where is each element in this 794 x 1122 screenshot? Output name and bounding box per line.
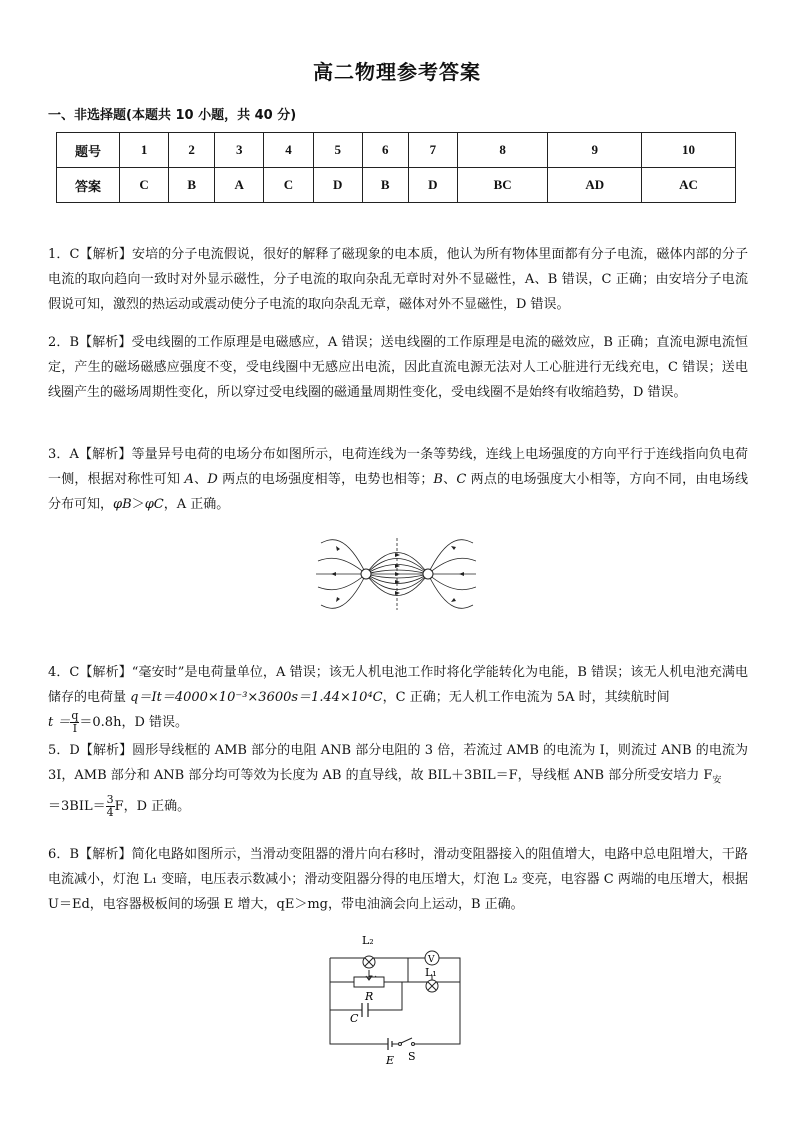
number-cell: 10 xyxy=(642,133,736,168)
greater-than: ＞ xyxy=(131,497,145,512)
q3-text: ，A 正确。 xyxy=(163,497,230,512)
electric-field-diagram xyxy=(316,533,476,615)
point-a: A xyxy=(184,472,194,487)
answer-cell: B xyxy=(169,168,215,203)
answer-cell: AD xyxy=(548,168,642,203)
number-cell: 7 xyxy=(408,133,457,168)
fraction-three-quarters xyxy=(106,794,115,819)
capacitor xyxy=(362,1003,368,1017)
label-c: C xyxy=(350,1012,359,1025)
label-l2: L₂ xyxy=(362,934,374,947)
fraction-denominator: 4 xyxy=(106,805,114,819)
section-heading: 一、非选择题(本题共 10 小题，共 40 分) xyxy=(48,108,297,123)
header-cell-answer: 答案 xyxy=(57,168,120,203)
battery xyxy=(388,1038,392,1050)
point-d: D xyxy=(207,472,218,487)
circuit-wires xyxy=(330,958,460,1044)
label-v: V xyxy=(428,955,435,965)
page-title: 高二物理参考答案 xyxy=(313,60,481,84)
switch-contact xyxy=(412,1043,415,1046)
fraction-numerator: 3 xyxy=(106,792,114,806)
number-cell: 6 xyxy=(362,133,408,168)
negative-charge xyxy=(423,569,433,579)
q3-text: 、 xyxy=(193,472,208,487)
time-value: ＝0.8h xyxy=(79,715,122,730)
positive-charge xyxy=(361,569,371,579)
answer-cell: C xyxy=(264,168,313,203)
q3-explanation xyxy=(48,442,748,517)
number-cell: 2 xyxy=(169,133,215,168)
q2-explanation: 2．B【解析】受电线圈的工作原理是电磁感应，A 错误；送电线圈的工作原理是电流的磁效应，B 正确；直流电源电流恒定，产生的磁场磁感应强度不变，受电线圈中无感应出电流，因此直流电源无法对人工心脏进行无线充电，C 错误；送电线圈产生的磁场周期性变化，所以穿过受电线圈的磁通量周期性变化，受电线圈不是始终有收缩趋势，D 错误。 xyxy=(48,335,748,400)
q4-text: ，D 错误。 xyxy=(121,715,189,730)
label-e: E xyxy=(386,1054,395,1067)
phi-b: φB xyxy=(113,497,132,512)
number-cell: 1 xyxy=(120,133,169,168)
number-cell: 5 xyxy=(313,133,362,168)
q4-text: ，C 正确；无人机工作电流为 5A 时，其续航时间 xyxy=(382,690,670,705)
answer-cell: AC xyxy=(642,168,736,203)
header-cell-number: 题号 xyxy=(57,133,120,168)
circuit-diagram xyxy=(322,930,467,1070)
q5-text: 5．D【解析】圆形导线框的 AMB 部分的电阻 ANB 部分电阻的 3 倍，若流过 AMB 的电流为 I，则流过 ANB 的电流为 3I，AMB 部分和 ANB 部分均可等效为长度为 AB 的直导线，故 BIL＋3BIL＝F，导线框 ANB 部分所受安培力 F xyxy=(48,743,748,783)
q6-explanation: 6．B【解析】简化电路如图所示，当滑动变阻器的滑片向右移时，滑动变阻器接入的阻值增大，电路中总电阻增大，干路电流减小，灯泡 L₁ 变暗，电压表示数减小；滑动变阻器分得的电压增大，灯泡 L₂ 变亮，电容器 C 两端的电压增大，根据 U＝Ed，电容器极板间的场强 E 增大，qE＞mg，带电油滴会向上运动，B 正确。 xyxy=(48,847,748,912)
label-r: R xyxy=(365,990,374,1003)
table-row-answers xyxy=(57,168,736,203)
answer-cell: D xyxy=(313,168,362,203)
q3-text: 、 xyxy=(442,472,457,487)
q5-explanation xyxy=(48,738,748,819)
switch-blade xyxy=(401,1038,412,1043)
answer-cell: B xyxy=(362,168,408,203)
q3-text: 3．A【解析】等量异号电荷的电场分布如图所示，电荷连线为一条等势线，连线上电场强度的方向平行于连线指向负电荷一侧，根据对称性可知 xyxy=(48,447,748,487)
answer-cell: D xyxy=(408,168,457,203)
time-eq: t ＝ xyxy=(48,715,71,730)
fraction-denominator: I xyxy=(72,722,78,735)
q4-explanation xyxy=(48,660,748,735)
q3-text: 两点的电场强度大小相等，方向不同，由电场线分布可知， xyxy=(48,472,748,512)
subscript-an: 安 xyxy=(712,775,722,786)
point-b: B xyxy=(433,472,443,487)
number-cell: 9 xyxy=(548,133,642,168)
answer-table xyxy=(56,132,736,203)
force-eq: ＝3BIL＝ xyxy=(48,798,106,814)
number-cell: 8 xyxy=(457,133,547,168)
fraction-numerator: q xyxy=(71,709,79,722)
q4-text: 4．C【解析】“毫安时”是电荷量单位，A 错误；该无人机电池工作时将化学能转化为电能，B 错误；该无人机电池充满电储存的电荷量 xyxy=(48,665,748,705)
q1-explanation: 1．C【解析】安培的分子电流假说，很好的解释了磁现象的电本质，他认为所有物体里面都有分子电流，磁体内部的分子电流的取向趋向一致时对外显示磁性，分子电流的取向杂乱无章时对外不显磁性，A、B 错误，C 正确；由安培分子电流假说可知，激烈的热运动或震动使分子电流的取向杂乱无章，磁体对外不显磁性，D 错误。 xyxy=(48,247,748,312)
answer-cell: BC xyxy=(457,168,547,203)
label-s: S xyxy=(408,1050,416,1063)
q5-text: F，D 正确。 xyxy=(114,798,191,814)
q3-text: 两点的电场强度相等，电势也相等； xyxy=(217,472,434,487)
point-c: C xyxy=(456,472,467,487)
answer-cell: C xyxy=(120,168,169,203)
answer-cell: A xyxy=(215,168,264,203)
charge-formula: q＝It＝4000×10⁻³×3600s＝1.44×10⁴C xyxy=(130,690,383,705)
number-cell: 4 xyxy=(264,133,313,168)
number-cell: 3 xyxy=(215,133,264,168)
phi-c: φC xyxy=(144,497,164,512)
table-row-numbers xyxy=(57,133,736,168)
label-l1: L₁ xyxy=(425,966,437,979)
